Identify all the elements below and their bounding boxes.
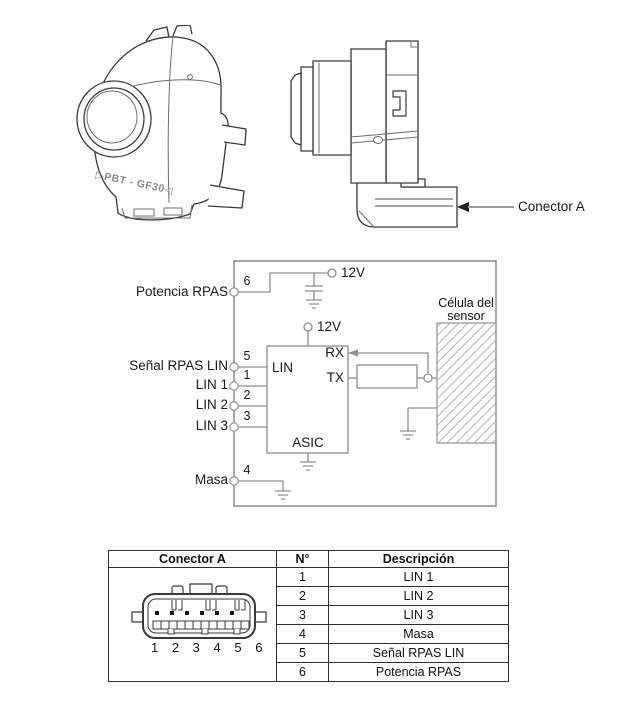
- block-label-asic: ASIC: [292, 435, 324, 450]
- connector-pin-contact: [155, 611, 159, 615]
- table-cell-n: 3: [277, 606, 329, 625]
- pin-number-2: 2: [243, 388, 251, 402]
- pin-number-4: 4: [243, 463, 251, 477]
- sensor-lower-bracket: [208, 185, 244, 208]
- sensor-3d-illustration: [72, 25, 254, 223]
- pin-label-lin2: LIN 2: [195, 397, 228, 412]
- sensor-side-view-illustration: [283, 33, 463, 233]
- pin-label-potencia: Potencia RPAS: [135, 284, 228, 299]
- connector-face-cell: [109, 568, 277, 682]
- table-cell-n: 1: [277, 568, 329, 587]
- table-cell-n: 2: [277, 587, 329, 606]
- supply-node-mid: [304, 323, 312, 331]
- wire-cell-ground: [408, 408, 437, 431]
- sensor-lens-outer: [77, 81, 151, 157]
- pin-terminal-6: [230, 288, 238, 296]
- table-cell-desc: Masa: [329, 625, 509, 644]
- connector-callout-label: Conector A: [518, 199, 585, 214]
- connector-pin-contact: [200, 611, 204, 615]
- pin-number-1: 1: [243, 368, 251, 382]
- supply-node-top: [328, 269, 336, 277]
- pin-terminal-3: [230, 423, 238, 431]
- table-cell-desc: LIN 3: [329, 606, 509, 625]
- pin-terminal-2: [230, 402, 238, 410]
- table-cell-desc: Potencia RPAS: [329, 663, 509, 682]
- sensor-top-tab: [173, 25, 192, 36]
- supply-label-top: 12V: [341, 265, 366, 280]
- sensor-cell-label: [424, 297, 508, 323]
- ground-symbol: [306, 300, 322, 308]
- pin-number-5: 5: [243, 349, 251, 363]
- connector-side-tab-right: [255, 612, 266, 622]
- pin-terminal-5: [230, 363, 238, 371]
- block-label-tx: TX: [326, 370, 344, 385]
- pin-number-6: 6: [243, 274, 251, 288]
- rx-arrowhead: [348, 350, 358, 357]
- connector-cavity-numbers: 1 2 3 4 5 6: [151, 640, 268, 655]
- sensor-material-marking: ▷PBT - GF30◁: [94, 168, 175, 197]
- pin-number-3: 3: [243, 409, 251, 423]
- ground-symbol: [275, 491, 291, 499]
- ground-symbol: [300, 462, 316, 470]
- pin-label-lin3: LIN 3: [195, 418, 228, 433]
- pin-terminal-1: [230, 382, 238, 390]
- table-cell-n: 6: [277, 663, 329, 682]
- table-header-numero: N°: [277, 551, 329, 568]
- pin-label-lin1: LIN 1: [195, 377, 228, 392]
- table-header-descripcion: Descripción: [329, 551, 509, 568]
- connector-callout-line: [468, 206, 514, 208]
- connector-pin-table: [108, 550, 509, 682]
- ground-symbol: [400, 431, 416, 439]
- sensor-cell-label-line2: sensor: [447, 309, 485, 323]
- block-label-rx: RX: [325, 345, 344, 360]
- table-cell-n: 5: [277, 644, 329, 663]
- wire-pin4-ground: [238, 481, 283, 491]
- connector-pin-contact: [215, 611, 219, 615]
- pin-terminal-4: [230, 477, 238, 485]
- junction-node: [424, 374, 432, 382]
- supply-label-mid: 12V: [317, 319, 342, 334]
- connector-side-tab-left: [132, 612, 143, 622]
- table-header-conector-a: Conector A: [109, 551, 277, 568]
- sensor-cell-box: [437, 323, 496, 443]
- connector-pin-contact: [170, 611, 174, 615]
- connector-face-drawing: [130, 583, 272, 655]
- table-cell-desc: LIN 1: [329, 568, 509, 587]
- side-view-barrel: [301, 67, 313, 151]
- sensor-cell-label-line1: Célula del: [438, 296, 494, 310]
- connector-pin-contact: [185, 611, 189, 615]
- table-header-row: [109, 551, 509, 568]
- capacitor: [305, 273, 323, 300]
- pin-label-masa: Masa: [194, 472, 228, 487]
- table-row: [109, 568, 509, 587]
- table-cell-desc: Señal RPAS LIN: [329, 644, 509, 663]
- side-view-mid-body: [351, 49, 386, 183]
- table-cell-desc: LIN 2: [329, 587, 509, 606]
- block-label-lin: LIN: [272, 360, 294, 375]
- transducer-box: [357, 365, 417, 388]
- side-view-ring: [291, 73, 301, 145]
- pin-label-senal: Señal RPAS LIN: [129, 358, 228, 373]
- table-cell-n: 4: [277, 625, 329, 644]
- connector-pin-contact: [230, 611, 234, 615]
- sensor-side-tab: [222, 125, 246, 145]
